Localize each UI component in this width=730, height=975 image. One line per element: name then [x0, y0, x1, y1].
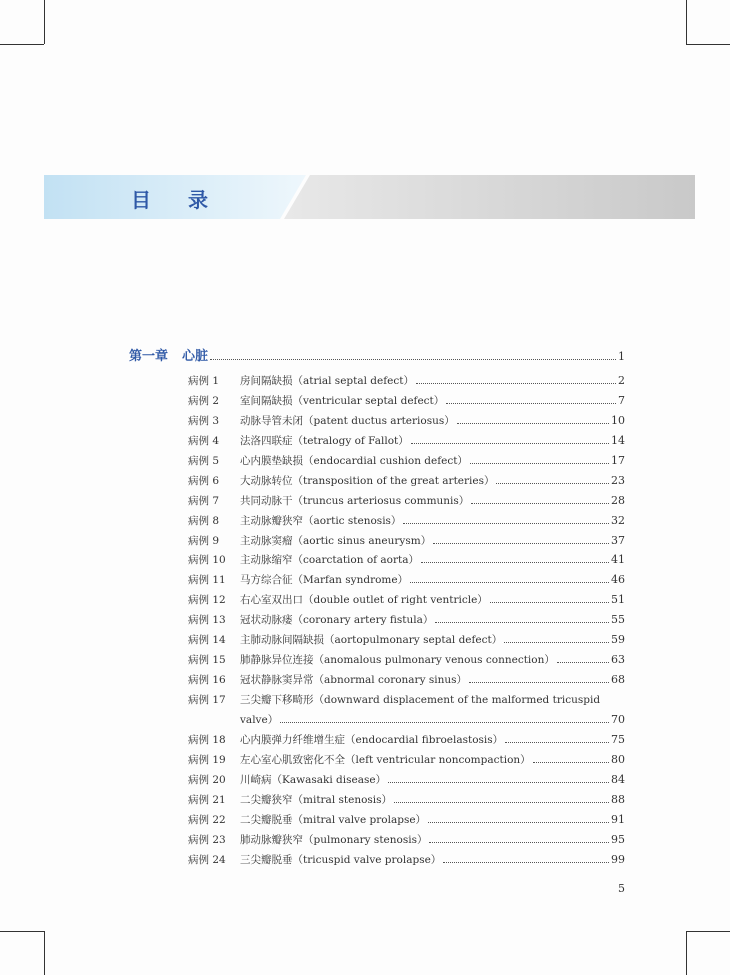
- page-title: 目 录: [131, 188, 223, 212]
- toc-entry[interactable]: [188, 413, 625, 433]
- toc-entry[interactable]: [188, 612, 625, 632]
- entry-page: 51: [611, 593, 625, 607]
- crop-mark-top-left-v: [44, 0, 45, 44]
- chapter-label: 第一章: [129, 349, 169, 364]
- case-number: 病例 20: [188, 773, 226, 786]
- crop-mark-top-right-h: [686, 44, 730, 45]
- case-number: 病例 19: [188, 753, 226, 766]
- toc-entry[interactable]: [188, 692, 625, 712]
- dot-leader: [557, 661, 609, 663]
- toc-entry[interactable]: [188, 752, 625, 772]
- entry-page: 14: [611, 433, 625, 447]
- entry-title: 三尖瓣脱垂（tricuspid valve prolapse）: [240, 853, 442, 866]
- entry-title: 主动脉缩窄（coarctation of aorta）: [240, 554, 419, 567]
- entry-page: 23: [611, 473, 625, 487]
- chapter-name: 心脏: [182, 349, 209, 364]
- entry-title: 法洛四联症（tetralogy of Fallot）: [240, 434, 409, 447]
- case-number: 病例 18: [188, 733, 226, 746]
- case-number: 病例 10: [188, 554, 226, 567]
- entry-title: 三尖瓣下移畸形（downward displacement of the malformed tricuspid: [240, 694, 601, 706]
- dot-leader: [421, 561, 609, 563]
- case-number: 病例 9: [188, 534, 220, 547]
- dot-leader: [410, 581, 609, 583]
- crop-mark-bottom-left-v: [44, 931, 45, 975]
- toc-entry[interactable]: [188, 732, 625, 752]
- dot-leader: [403, 522, 609, 524]
- entry-title: 马方综合征（Marfan syndrome）: [240, 574, 409, 587]
- dot-leader: [210, 358, 616, 360]
- entry-page: 88: [611, 792, 625, 806]
- dot-leader: [470, 462, 609, 464]
- entry-page: 32: [611, 513, 625, 527]
- entry-title: 共同动脉干（truncus arteriosus communis）: [240, 494, 470, 507]
- toc-entry[interactable]: [188, 772, 625, 792]
- toc-entry[interactable]: [188, 632, 625, 652]
- dot-leader: [394, 801, 609, 803]
- toc-entry[interactable]: [188, 513, 625, 533]
- case-number: 病例 2: [188, 394, 220, 407]
- toc-entry[interactable]: [188, 373, 625, 393]
- toc-entry[interactable]: [188, 533, 625, 553]
- dot-leader: [490, 601, 609, 603]
- entry-title: 大动脉转位（transposition of the great arteries）: [240, 474, 495, 487]
- toc-entry[interactable]: [188, 393, 625, 413]
- case-number: 病例 16: [188, 674, 226, 687]
- toc-entry[interactable]: [188, 572, 625, 592]
- toc-entry[interactable]: [188, 493, 625, 513]
- case-number: 病例 23: [188, 833, 226, 846]
- entry-title: 主动脉窦瘤（aortic sinus aneurysm）: [240, 534, 432, 547]
- entry-title: 冠状动脉瘘（coronary artery fistula）: [240, 614, 434, 627]
- dot-leader: [446, 402, 616, 404]
- case-number: 病例 12: [188, 594, 226, 607]
- entry-title: 房间隔缺损（atrial septal defect）: [240, 375, 414, 387]
- dot-leader: [411, 442, 609, 444]
- case-number: 病例 1: [188, 375, 220, 387]
- dot-leader: [280, 721, 609, 723]
- dot-leader: [443, 861, 609, 863]
- case-number: 病例 7: [188, 494, 220, 507]
- entry-page: 46: [611, 573, 625, 587]
- toc-entry[interactable]: [188, 852, 625, 872]
- entry-title: 右心室双出口（double outlet of right ventricle）: [240, 594, 488, 607]
- case-number: 病例 5: [188, 454, 220, 467]
- dot-leader: [504, 641, 609, 643]
- entry-title: 二尖瓣脱垂（mitral valve prolapse）: [240, 813, 427, 826]
- toc-entry[interactable]: [188, 433, 625, 453]
- toc-entry[interactable]: [188, 652, 625, 672]
- dot-leader: [471, 502, 609, 504]
- entry-page: 99: [611, 852, 625, 866]
- entry-page: 10: [611, 413, 625, 427]
- case-number: 病例 17: [188, 694, 226, 706]
- toc-entry[interactable]: [188, 592, 625, 612]
- entry-page: 7: [618, 393, 625, 407]
- dot-leader: [533, 761, 609, 763]
- crop-mark-top-left-h: [0, 44, 44, 45]
- toc-entry[interactable]: [188, 832, 625, 852]
- entry-title: 主动脉瓣狭窄（aortic stenosis）: [240, 514, 402, 527]
- dot-leader: [469, 681, 609, 683]
- entry-page: 17: [611, 453, 625, 467]
- dot-leader: [388, 781, 609, 783]
- crop-mark-bottom-right-h: [686, 931, 730, 932]
- case-number: 病例 14: [188, 634, 226, 647]
- chapter-heading: [129, 345, 625, 364]
- entry-title: 室间隔缺损（ventricular septal defect）: [240, 394, 445, 407]
- dot-leader: [428, 821, 609, 823]
- case-number: 病例 4: [188, 434, 220, 447]
- entry-page: 84: [611, 772, 625, 786]
- entry-page: 41: [611, 553, 625, 567]
- entry-title: 心内膜弹力纤维增生症（endocardial fibroelastosis）: [240, 733, 504, 746]
- dot-leader: [416, 382, 616, 384]
- crop-mark-top-right-v: [686, 0, 687, 44]
- entry-page: 75: [611, 732, 625, 746]
- case-number: 病例 11: [188, 574, 226, 587]
- toc-entry-continuation[interactable]: [188, 712, 625, 732]
- toc-entry[interactable]: [188, 792, 625, 812]
- entry-page: 59: [611, 633, 625, 647]
- case-number: 病例 6: [188, 474, 220, 487]
- dot-leader: [429, 841, 609, 843]
- toc-entry[interactable]: [188, 552, 625, 572]
- entry-title: 动脉导管未闭（patent ductus arteriosus）: [240, 414, 455, 427]
- entry-page: 55: [611, 613, 625, 627]
- crop-mark-bottom-right-v: [686, 931, 687, 975]
- toc-entry[interactable]: [188, 812, 625, 832]
- entry-page: 80: [611, 752, 625, 766]
- toc-entry[interactable]: [188, 672, 625, 692]
- entry-page: 28: [611, 493, 625, 507]
- dot-leader: [457, 422, 609, 424]
- toc-list: [188, 373, 625, 871]
- entry-title: 肺静脉异位连接（anomalous pulmonary venous connection）: [240, 654, 555, 667]
- entry-title: 二尖瓣狭窄（mitral stenosis）: [240, 793, 393, 806]
- case-number: 病例 15: [188, 654, 226, 667]
- crop-mark-bottom-left-h: [0, 931, 44, 932]
- entry-title-cont: valve）: [240, 713, 279, 726]
- entry-page: 95: [611, 832, 625, 846]
- case-number: 病例 8: [188, 514, 220, 527]
- toc-entry[interactable]: [188, 453, 625, 473]
- dot-leader: [433, 542, 609, 544]
- entry-page: 37: [611, 533, 625, 547]
- entry-title: 心内膜垫缺损（endocardial cushion defect）: [240, 454, 468, 467]
- entry-title: 川崎病（Kawasaki disease）: [240, 773, 387, 786]
- page-number: 5: [618, 882, 625, 895]
- case-number: 病例 13: [188, 614, 226, 627]
- dot-leader: [435, 621, 609, 623]
- case-number: 病例 22: [188, 813, 226, 826]
- case-number: 病例 3: [188, 414, 220, 427]
- entry-page: 63: [611, 653, 625, 667]
- entry-title: 肺动脉瓣狭窄（pulmonary stenosis）: [240, 833, 428, 846]
- entry-page: 91: [611, 812, 625, 826]
- entry-title: 左心室心肌致密化不全（left ventricular noncompaction）: [240, 753, 531, 766]
- entry-page: 68: [611, 673, 625, 687]
- entry-title: 主肺动脉间隔缺损（aortopulmonary septal defect）: [240, 634, 503, 647]
- entry-title: 冠状静脉窦异常（abnormal coronary sinus）: [240, 674, 468, 687]
- chapter-page: 1: [618, 350, 625, 363]
- toc-entry[interactable]: [188, 473, 625, 493]
- case-number: 病例 21: [188, 793, 226, 806]
- entry-page: 2: [618, 374, 625, 387]
- entry-page: 70: [611, 712, 625, 726]
- dot-leader: [496, 482, 609, 484]
- case-number: 病例 24: [188, 853, 226, 866]
- dot-leader: [505, 741, 609, 743]
